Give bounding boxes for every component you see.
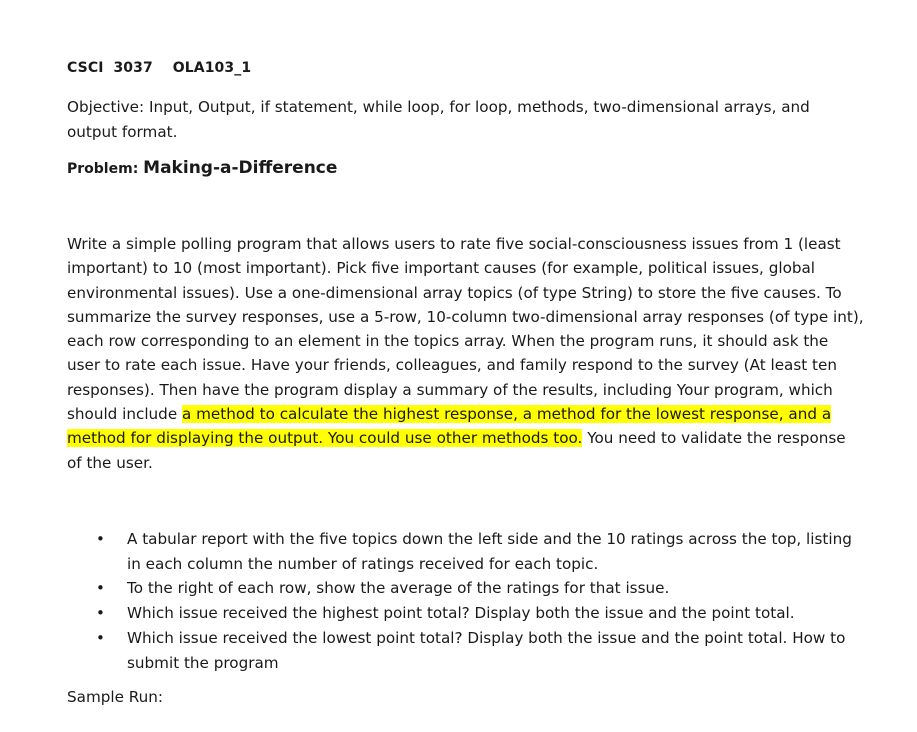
list-item-text: A tabular report with the five topics down the left side and the 10 ratings across the top, listing xyxy=(127,530,852,548)
description-line: summarize the survey responses, use a 5-row, 10-column two-dimensional array responses (of type int), xyxy=(67,307,864,326)
description-line: responses). Then have the program display a summary of the results, including Your program, which xyxy=(67,380,833,399)
course-code: CSCI 3037 xyxy=(67,60,153,76)
bullet-icon: • xyxy=(96,604,105,623)
description-line: user to rate each issue. Have your friends, colleagues, and family respond to the survey (At least ten xyxy=(67,356,837,375)
list-item-text: Which issue received the lowest point total? Display both the issue and the point total. How to xyxy=(127,628,846,647)
problem-heading xyxy=(67,158,337,178)
objective-paragraph xyxy=(67,95,827,145)
assignment-id: OLA103_1 xyxy=(172,60,252,76)
list-item xyxy=(67,576,867,601)
list-item-text: submit the program xyxy=(127,653,279,672)
requirements-list xyxy=(67,527,867,675)
description-line: environmental issues). Use a one-dimensional array topics (of type String) to store the five causes. To xyxy=(67,283,842,302)
bullet-icon: • xyxy=(96,530,105,548)
description-line: important) to 10 (most important). Pick five important causes (for example, political issues, global xyxy=(67,259,816,278)
problem-colon: : xyxy=(132,161,144,177)
problem-label: Problem xyxy=(67,161,133,177)
description-line xyxy=(67,402,857,426)
problem-title: Making-a-Difference xyxy=(143,158,338,178)
list-item xyxy=(67,601,867,626)
list-item-text: Which issue received the highest point total? Display both the issue and the point total. xyxy=(127,604,795,623)
list-item xyxy=(67,626,867,675)
description-text: You need to validate the response xyxy=(582,429,846,448)
description-paragraph xyxy=(67,232,864,475)
bullet-icon: • xyxy=(96,628,105,647)
description-line: of the user. xyxy=(67,453,153,472)
list-item-text: To the right of each row, show the average of the ratings for that issue. xyxy=(127,579,670,598)
description-text: should include xyxy=(67,405,182,424)
highlighted-text: method for displaying the output. You could use other methods too. xyxy=(67,429,583,448)
course-header xyxy=(67,60,251,76)
list-item xyxy=(67,527,867,576)
highlighted-text: a method to calculate the highest response, a method for the lowest response, and a xyxy=(182,405,832,424)
objective-line: output format. xyxy=(67,123,178,141)
description-line: each row corresponding to an element in the topics array. When the program runs, it should ask the xyxy=(67,332,829,351)
bullet-icon: • xyxy=(96,579,105,598)
description-line xyxy=(67,426,857,450)
sample-run-label: Sample Run: xyxy=(67,688,164,706)
list-item-text: in each column the number of ratings received for each topic. xyxy=(127,554,599,573)
objective-line: Objective: Input, Output, if statement, while loop, for loop, methods, two-dimensional arrays, and xyxy=(67,98,810,116)
description-line: Write a simple polling program that allows users to rate five social-consciousness issues from 1 (least xyxy=(67,235,841,253)
